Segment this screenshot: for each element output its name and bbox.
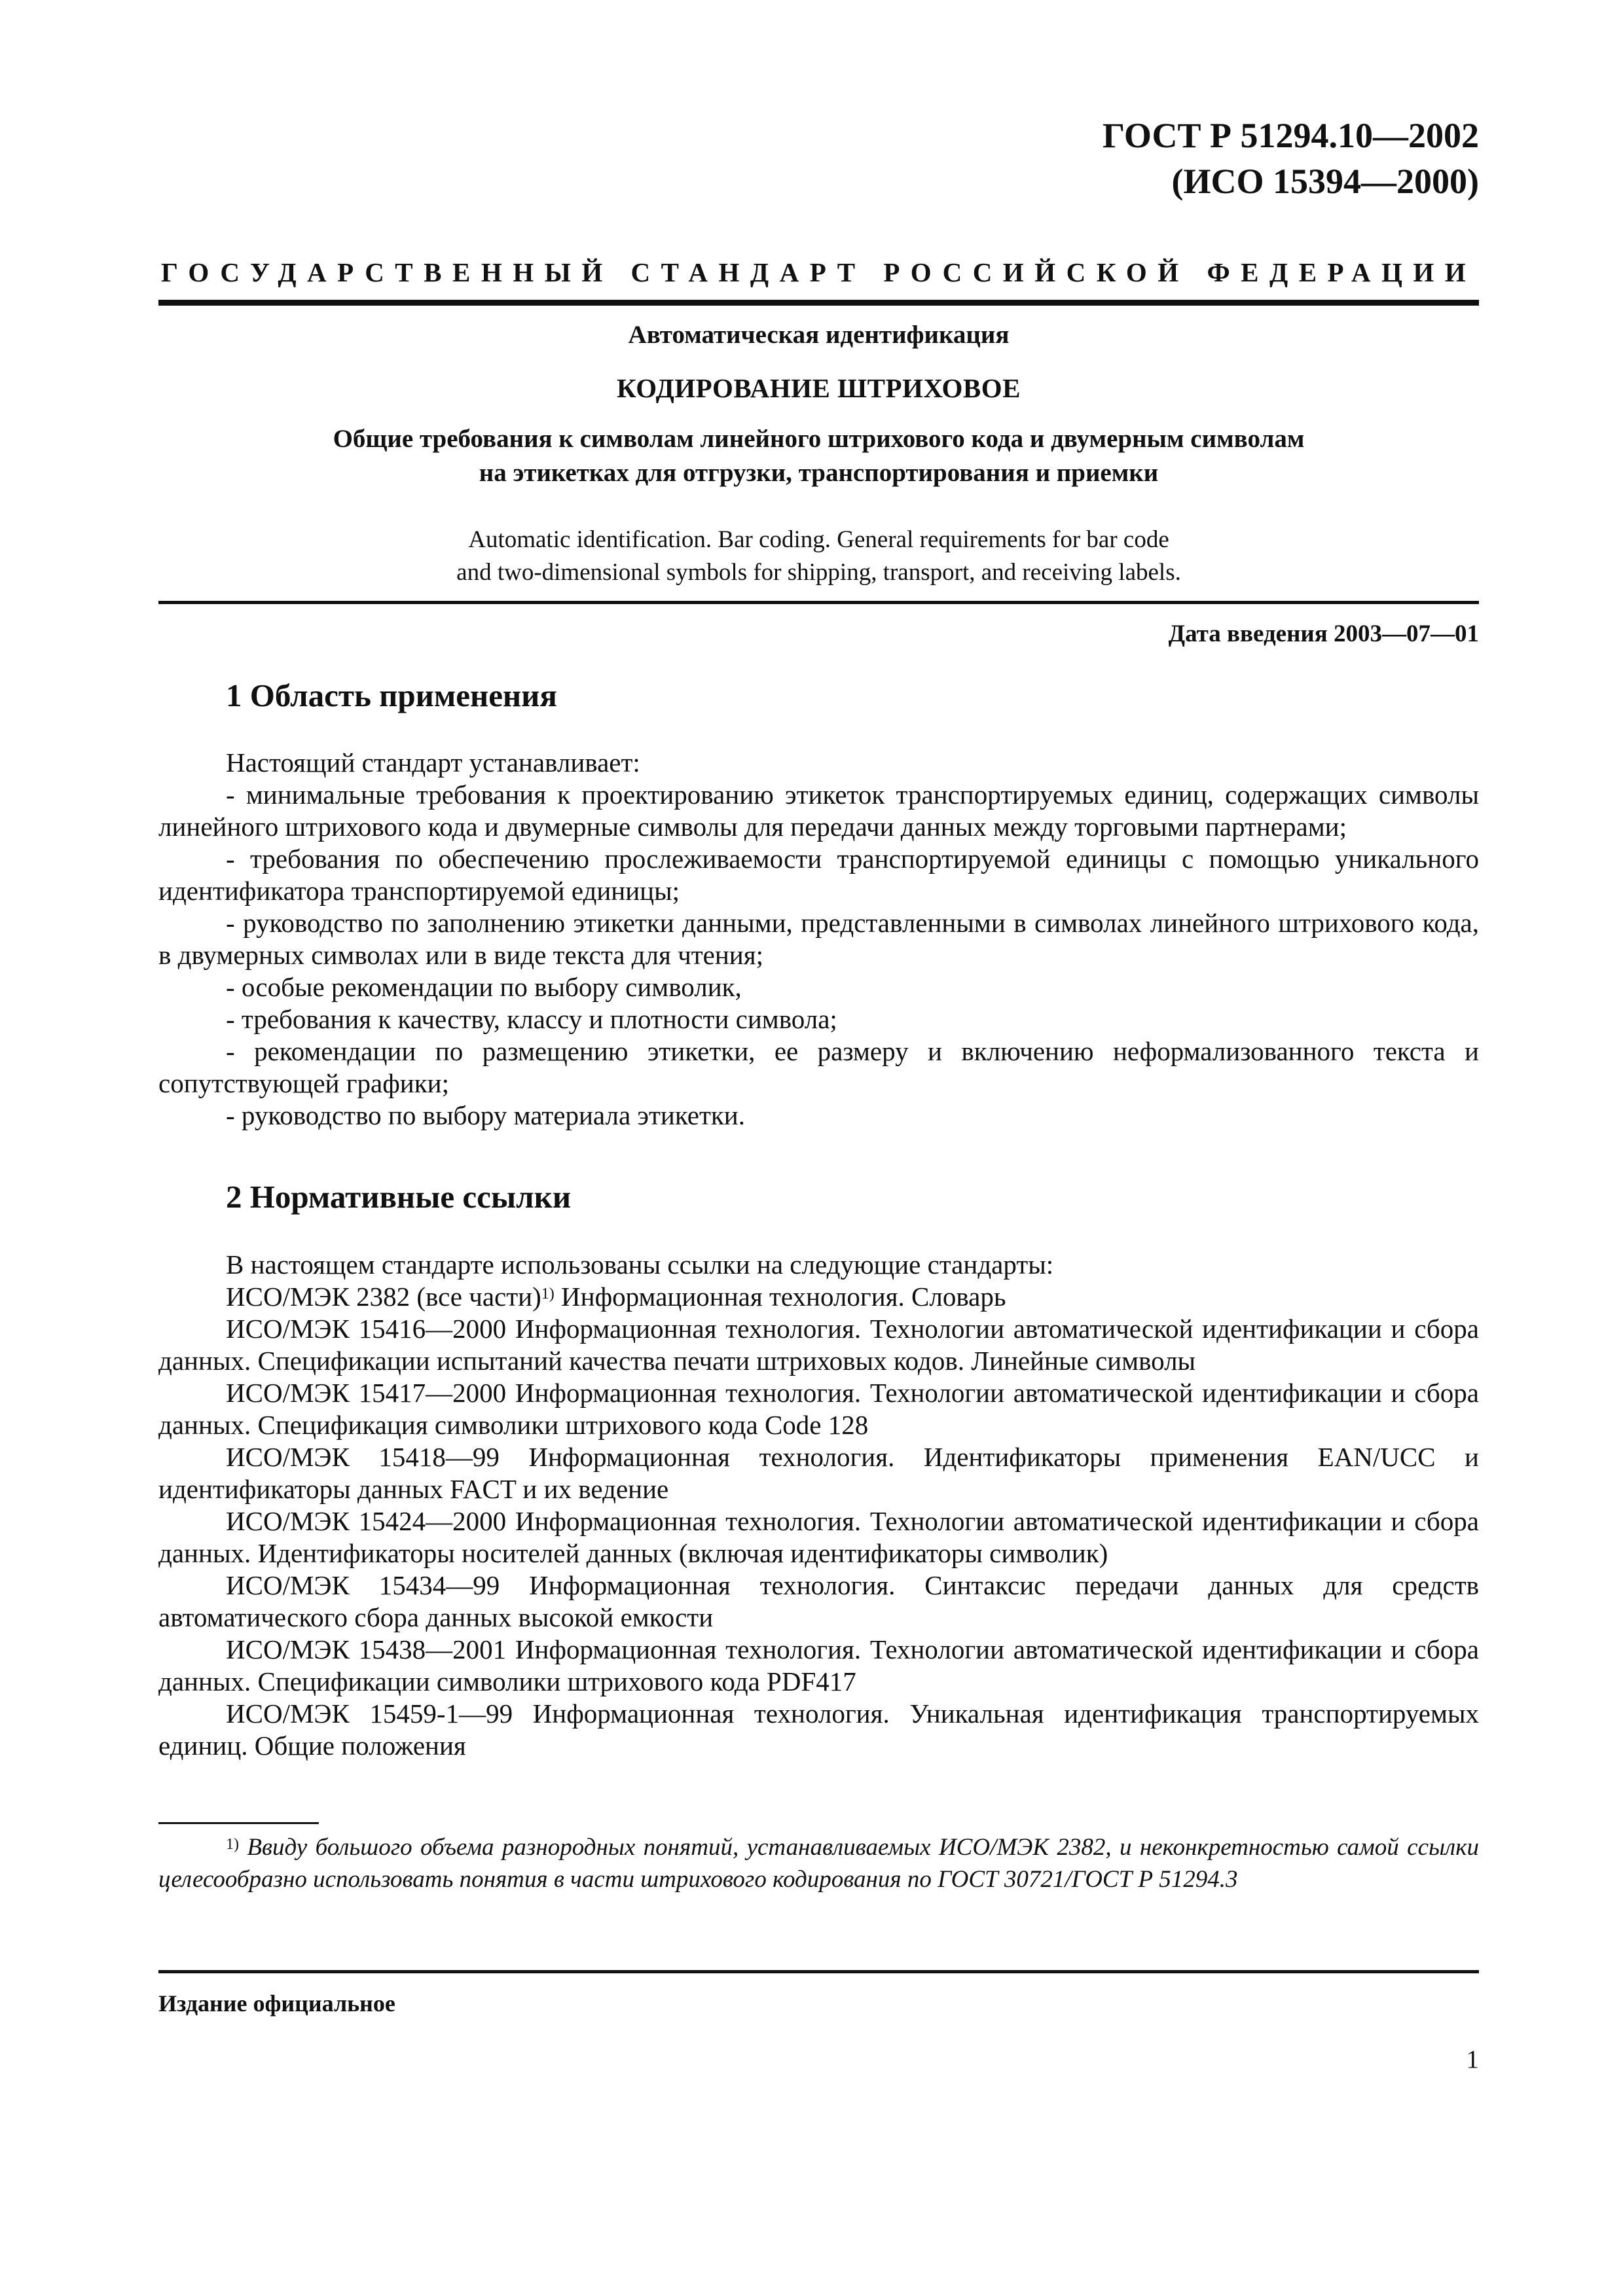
english-title-a: Automatic identification. Bar coding. General requirements for bar code — [468, 526, 1169, 553]
section-1-body — [158, 747, 1479, 1132]
reference-item: ИСО/МЭК 15438—2001 Информационная технология. Технологии автоматической идентификации и сбора данных. Спецификации символики штрихового кода PDF417 — [158, 1634, 1479, 1696]
footnote-separator — [158, 1822, 319, 1824]
reference-title-rest: Информационная технология. Словарь — [554, 1282, 1006, 1312]
section-1-paragraph: - руководство по заполнению этикетки данными, представленными в символах линейного штрихового кода, в двумерных символах или в виде текста для чтения; — [158, 908, 1479, 970]
footnote — [158, 1831, 1479, 1895]
header-rule — [158, 300, 1479, 306]
section-1-paragraph: - особые рекомендации по выбору символик, — [226, 972, 742, 1002]
reference-item: ИСО/МЭК 15417—2000 Информационная технология. Технологии автоматической идентификации и сбора данных. Спецификация символики штрихового кода Code 128 — [158, 1378, 1479, 1440]
section-1-paragraph: - рекомендации по размещению этикетки, ее размеру и включению неформализованного текста и сопутствующей графики; — [158, 1036, 1479, 1098]
section-1-heading: 1 Область применения — [226, 677, 557, 713]
reference-item: ИСО/МЭК 15418—99 Информационная технология. Идентификаторы применения EAN/UCC и идентификаторы данных FACT и их ведение — [158, 1442, 1479, 1504]
standard-code-gost: ГОСТ Р 51294.10—2002 — [1102, 116, 1479, 155]
title-subtitle-b: на этикетках для отгрузки, транспортирования и приемки — [479, 459, 1159, 487]
standard-code — [1103, 113, 1479, 204]
english-title-b: and two-dimensional symbols for shipping, transport, and receiving labels. — [456, 559, 1181, 586]
footnote-number: 1) — [226, 1836, 239, 1853]
title-subtitle — [158, 422, 1479, 490]
reference-item: ИСО/МЭК 15459-1—99 Информационная технология. Уникальная идентификация транспортируемых единиц. Общие положения — [158, 1698, 1479, 1761]
reference-item: ИСО/МЭК 15434—99 Информационная технология. Синтаксис передачи данных для средств автоматического сбора данных высокой емкости — [158, 1570, 1479, 1632]
official-edition-label: Издание официальное — [158, 1990, 395, 2017]
reference-item — [158, 1281, 1479, 1313]
footnote-marker: 1) — [541, 1285, 555, 1302]
section-1-paragraph: - требования к качеству, классу и плотности символа; — [226, 1004, 837, 1034]
section-1-paragraph: - минимальные требования к проектированию этикеток транспортируемых единиц, содержащих символы линейного штрихового кода и двумерные символы для передачи данных между торговыми партнерами; — [158, 780, 1479, 842]
date-introduction: Дата введения 2003—07—01 — [1168, 620, 1479, 647]
title-rule — [158, 601, 1479, 604]
english-title — [158, 524, 1479, 589]
state-standard-heading: ГОСУДАРСТВЕННЫЙ СТАНДАРТ РОССИЙСКОЙ ФЕДЕРАЦИИ — [160, 257, 1477, 287]
reference-title: ИСО/МЭК 2382 (все части) — [226, 1282, 541, 1312]
section-2-body — [158, 1249, 1479, 1762]
section-1-paragraph: - требования по обеспечению прослеживаемости транспортируемой единицы с помощью уникального идентификатора транспортируемой единицы; — [158, 844, 1479, 906]
section-2-heading: 2 Нормативные ссылки — [226, 1179, 572, 1215]
title-line-1: Автоматическая идентификация — [628, 321, 1010, 349]
title-subtitle-a: Общие требования к символам линейного штрихового кода и двумерным символам — [333, 425, 1305, 453]
footer-rule — [158, 1970, 1479, 1973]
section-1-paragraph: Настоящий стандарт устанавливает: — [226, 747, 640, 778]
page-number: 1 — [1466, 2045, 1479, 2073]
standard-code-iso: (ИСО 15394—2000) — [1171, 162, 1479, 201]
reference-item: ИСО/МЭК 15424—2000 Информационная технология. Технологии автоматической идентификации и сбора данных. Идентификаторы носителей данных (включая идентификаторы символик) — [158, 1506, 1479, 1568]
section-1-paragraph: - руководство по выбору материала этикетки. — [226, 1100, 745, 1130]
footnote-text: Ввиду большого объема разнородных понятий, устанавливаемых ИСО/МЭК 2382, и неконкретностью самой ссылки целесообразно использовать понятия в части штрихового кодирования по ГОСТ 30721/ГОСТ Р 51294.3 — [158, 1834, 1479, 1893]
section-2-intro: В настоящем стандарте использованы ссылки на следующие стандарты: — [226, 1249, 1054, 1280]
title-line-2: КОДИРОВАНИЕ ШТРИХОВОЕ — [617, 373, 1021, 403]
reference-item: ИСО/МЭК 15416—2000 Информационная технология. Технологии автоматической идентификации и сбора данных. Спецификации испытаний качества печати штриховых кодов. Линейные символы — [158, 1314, 1479, 1376]
